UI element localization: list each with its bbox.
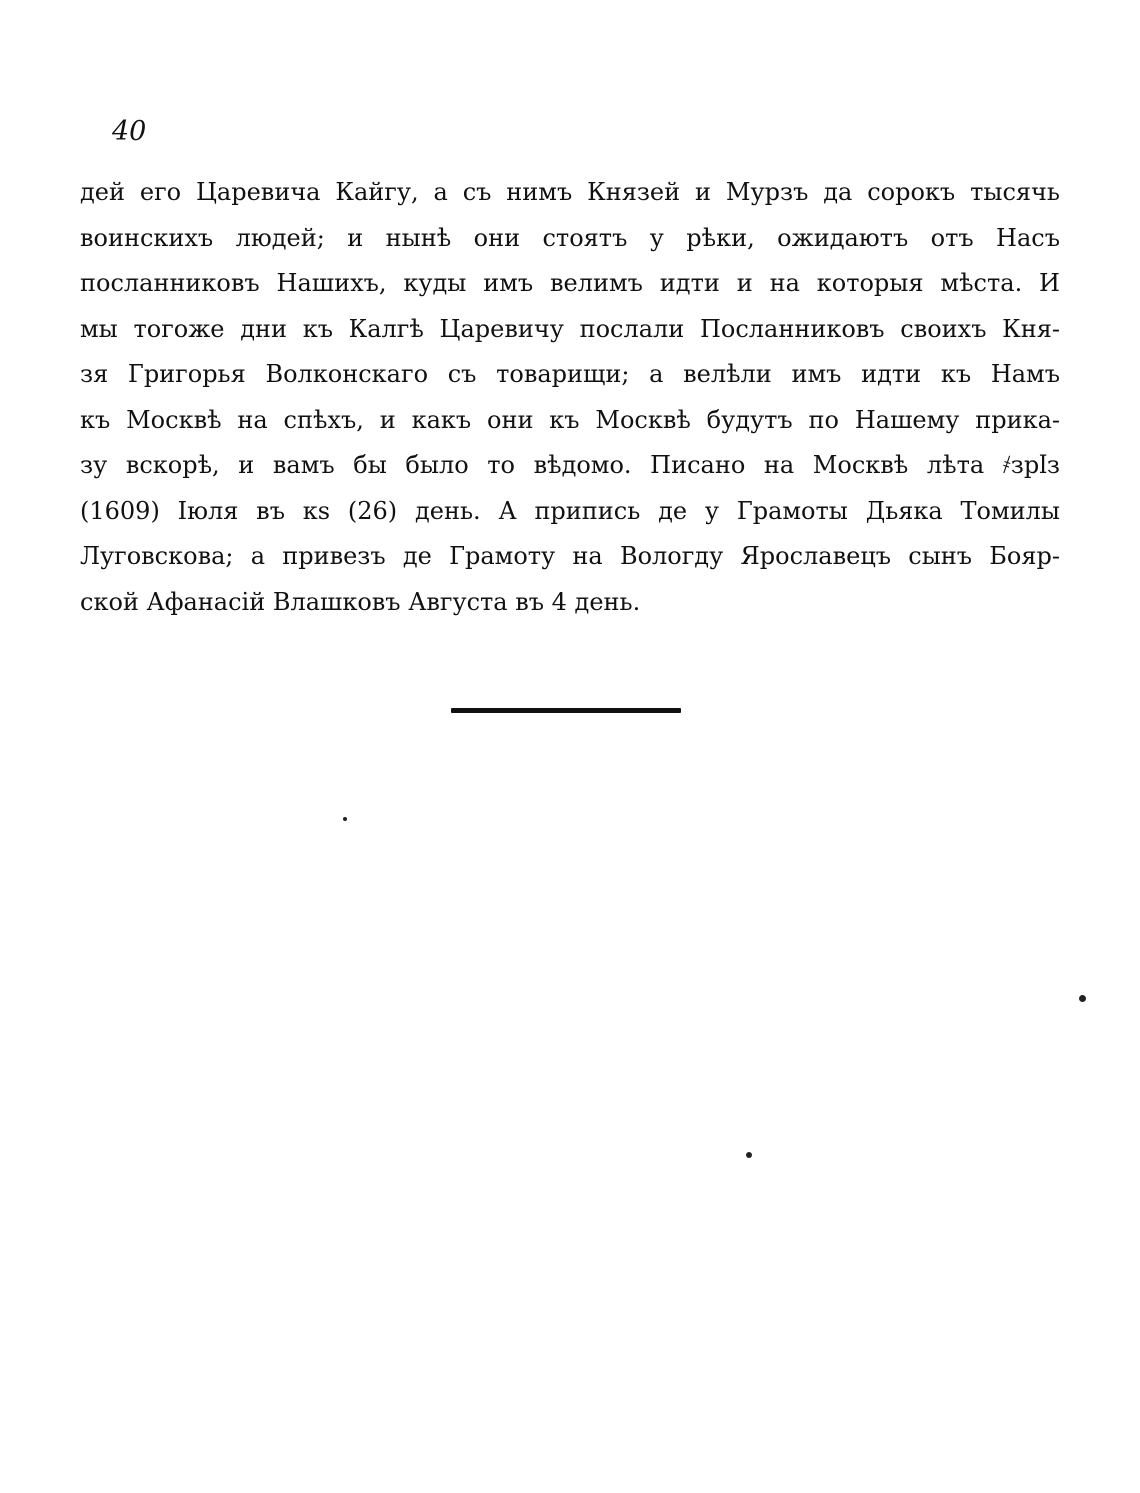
- body-text: [80, 170, 1060, 625]
- text-line: (1609) Іюля въ кѕ (26) день. А припись де у Грамоты Дьяка Томилы: [80, 496, 1060, 525]
- text-line: ской Афанасій Влашковъ Августа въ 4 день.: [80, 587, 641, 616]
- text-line: Луговскова; а привезъ де Грамоту на Вологду Ярославецъ сынъ Бояр-: [80, 542, 1060, 570]
- text-line: мы тогоже дни къ Калгѣ Царевичу послали Посланниковъ своихъ Кня-: [80, 314, 1060, 343]
- page-number: 40: [112, 116, 147, 147]
- ink-speck: [343, 817, 347, 821]
- text-line: дей его Царевича Кайгу, а съ нимъ Князей и Мурзъ да сорокъ тысячь: [80, 178, 1060, 206]
- text-line: зу вскорѣ, и вамъ бы было то вѣдомо. Писано на Москвѣ лѣта ҂зрӏз: [80, 451, 1060, 479]
- section-end-rule: [451, 708, 681, 713]
- text-line: къ Москвѣ на спѣхъ, и какъ они къ Москвѣ будутъ по Нашему прика-: [80, 405, 1060, 434]
- ink-speck: [1079, 995, 1086, 1002]
- text-line: воинскихъ людей; и нынѣ они стоятъ у рѣки, ожидаютъ отъ Насъ: [80, 223, 1060, 252]
- text-line: посланниковъ Нашихъ, куды имъ велимъ идти и на которыя мѣста. И: [80, 269, 1060, 297]
- text-line: зя Григорья Волконскаго съ товарищи; а велѣли имъ идти къ Намъ: [80, 360, 1060, 388]
- ink-speck: [746, 1152, 752, 1158]
